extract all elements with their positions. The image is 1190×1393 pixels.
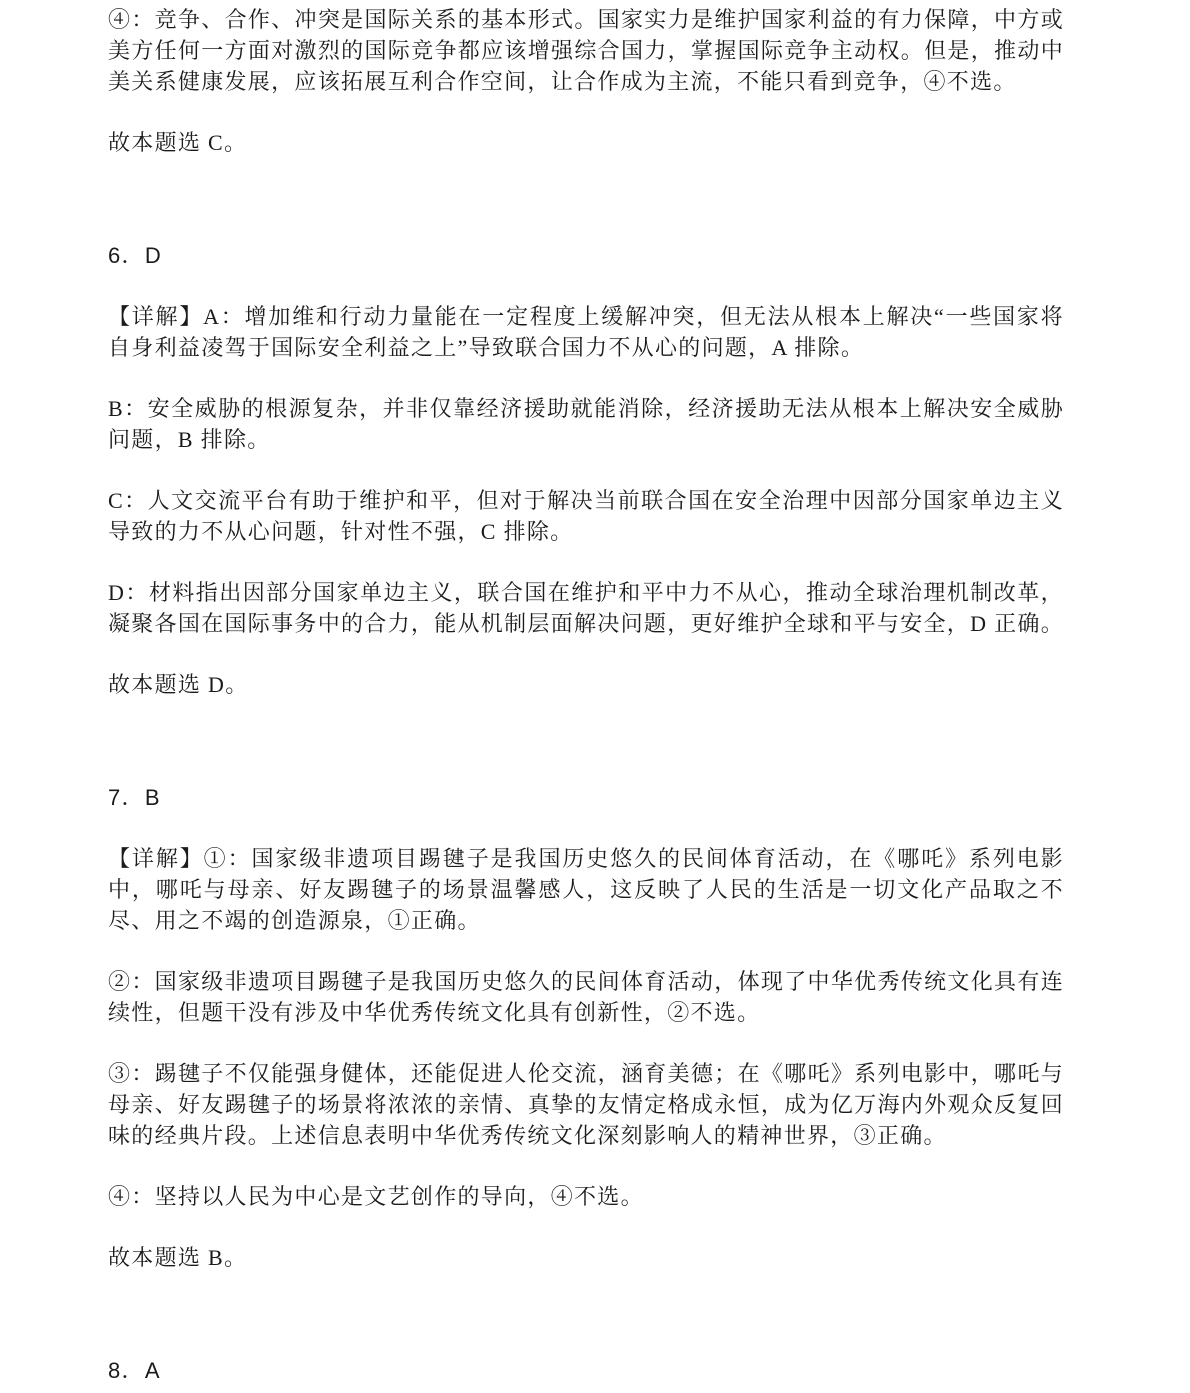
explanation-paragraph-option1-q7: 【详解】①：国家级非遗项目踢毽子是我国历史悠久的民间体育活动，在《哪吒》系列电影中，哪吒与母亲、好友踢毽子的场景温馨感人，这反映了人民的生活是一切文化产品取之不尽、用之不竭的创造源泉，①正确。: [108, 846, 1064, 933]
question-answer-heading-q8: 8．A: [108, 1358, 161, 1383]
final-answer-line-q5: 故本题选 C。: [108, 130, 248, 155]
explanation-paragraph-optionA-q6: 【详解】A：增加维和行动力量能在一定程度上缓解冲突，但无法从根本上解决“一些国家将自身利益凌驾于国际安全利益之上”导致联合国力不从心的问题，A 排除。: [108, 304, 1064, 360]
explanation-paragraph-option2-q7: ②：国家级非遗项目踢毽子是我国历史悠久的民间体育活动，体现了中华优秀传统文化具有连续性，但题干没有涉及中华优秀传统文化具有创新性，②不选。: [108, 969, 1064, 1025]
document-content: [108, 4, 1064, 1393]
explanation-paragraph-optionD-q6: D：材料指出因部分国家单边主义，联合国在维护和平中力不从心，推动全球治理机制改革，凝聚各国在国际事务中的合力，能从机制层面解决问题，更好维护全球和平与安全，D 正确。: [108, 580, 1064, 636]
explanation-paragraph-optionC-q6: C：人文交流平台有助于维护和平，但对于解决当前联合国在安全治理中因部分国家单边主义导致的力不从心问题，针对性不强，C 排除。: [108, 488, 1064, 544]
final-answer-line-q7: 故本题选 B。: [108, 1245, 248, 1270]
explanation-paragraph-option4-q7: ④：坚持以人民为中心是文艺创作的导向，④不选。: [108, 1184, 644, 1209]
question-answer-heading-q6: 6．D: [108, 243, 163, 268]
question-answer-heading-q7: 7．B: [108, 785, 161, 810]
explanation-paragraph-optionB-q6: B：安全威胁的根源复杂，并非仅靠经济援助就能消除，经济援助无法从根本上解决安全威胁问题，B 排除。: [108, 396, 1064, 452]
final-answer-line-q6: 故本题选 D。: [108, 672, 249, 697]
explanation-paragraph-option4-q5: ④：竞争、合作、冲突是国际关系的基本形式。国家实力是维护国家利益的有力保障，中方或美方任何一方面对激烈的国际竞争都应该增强综合国力，掌握国际竞争主动权。但是，推动中美关系健康发展，应该拓展互利合作空间，让合作成为主流，不能只看到竞争，④不选。: [108, 7, 1064, 94]
explanation-paragraph-option3-q7: ③：踢毽子不仅能强身健体，还能促进人伦交流，涵育美德；在《哪吒》系列电影中，哪吒与母亲、好友踢毽子的场景将浓浓的亲情、真挚的友情定格成永恒，成为亿万海内外观众反复回味的经典片段。上述信息表明中华优秀传统文化深刻影响人的精神世界，③正确。: [108, 1061, 1064, 1148]
